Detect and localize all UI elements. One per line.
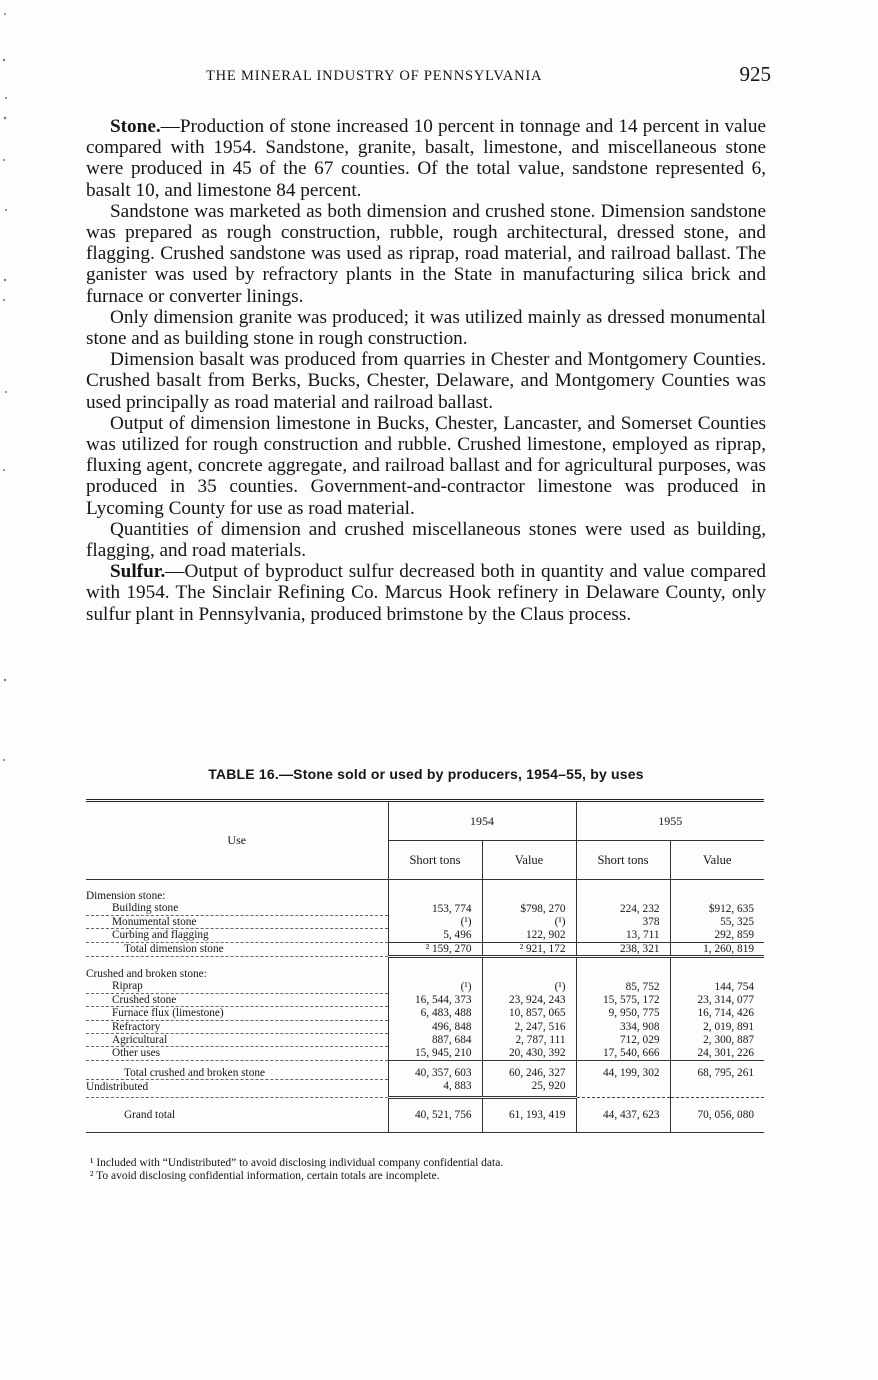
scan-speck bbox=[3, 299, 5, 301]
paragraph-lead: Stone. bbox=[110, 116, 161, 137]
cell-tons-1954: 4, 883 bbox=[388, 1080, 482, 1098]
paragraph-stone bbox=[86, 116, 766, 201]
table-row bbox=[86, 1034, 764, 1047]
cell-tons-1955: 85, 752 bbox=[576, 980, 670, 993]
cell-tons-1954: 887, 684 bbox=[388, 1034, 482, 1047]
running-title: THE MINERAL INDUSTRY OF PENNSYLVANIA bbox=[206, 68, 543, 84]
cell-tons-1955 bbox=[576, 1080, 670, 1098]
cell-value-1954: 60, 246, 327 bbox=[482, 1060, 576, 1079]
cell-tons-1955: 238, 321 bbox=[576, 942, 670, 956]
cell-tons-1955: 44, 199, 302 bbox=[576, 1060, 670, 1079]
cell-tons-1954: 16, 544, 373 bbox=[388, 993, 482, 1006]
table-title: TABLE 16.—Stone sold or used by producers, 1954–55, by uses bbox=[208, 766, 644, 782]
cell-tons-1955: 13, 711 bbox=[576, 929, 670, 942]
table-row bbox=[86, 980, 764, 993]
column-header-short-tons: Short tons bbox=[388, 841, 482, 880]
cell-tons-1954: 40, 357, 603 bbox=[388, 1060, 482, 1079]
paragraph-text: Dimension basalt was produced from quarries in Chester and Montgomery Counties. Crushed basalt from Berks, Bucks, Chester, Delaware, and Montgomery Counties was used principally as road material and railroad ballast. bbox=[86, 349, 766, 413]
cell-tons-1955: 15, 575, 172 bbox=[576, 993, 670, 1006]
cell-tons-1955: 334, 908 bbox=[576, 1020, 670, 1033]
cell-value-1954: $798, 270 bbox=[482, 902, 576, 915]
column-header-1954: 1954 bbox=[388, 801, 576, 841]
cell-value-1955: 2, 300, 887 bbox=[670, 1034, 764, 1047]
cell-tons-1954: 5, 496 bbox=[388, 929, 482, 942]
paragraph-text: Sandstone was marketed as both dimension and crushed stone. Dimension sandstone was prepared as rough construction, rubble, rough architectural, dressed stone, and flagging. Crushed sandstone was used as riprap, road material, and railroad ballast. The ganister was used by refractory plants in the State in manufacturing silica brick and furnace or converter linings. bbox=[86, 200, 766, 307]
table-row bbox=[86, 1047, 764, 1060]
row-label: Undistributed bbox=[86, 1080, 149, 1093]
table-row bbox=[86, 929, 764, 942]
section-label: Dimension stone: bbox=[86, 890, 166, 902]
cell-value-1954: ² 921, 172 bbox=[482, 942, 576, 956]
body-text bbox=[86, 116, 766, 625]
cell-value-1954: (¹) bbox=[482, 980, 576, 993]
footnote: ¹ Included with “Undistributed” to avoid disclosing individual company confidential data. bbox=[90, 1157, 504, 1169]
row-label: Agricultural bbox=[112, 1034, 168, 1047]
scan-speck bbox=[3, 469, 5, 471]
cell-tons-1955: 44, 437, 623 bbox=[576, 1098, 670, 1132]
cell-tons-1954: 153, 774 bbox=[388, 902, 482, 915]
table-row-total bbox=[86, 942, 764, 956]
cell-value-1954: 20, 430, 392 bbox=[482, 1047, 576, 1060]
cell-value-1954: 61, 193, 419 bbox=[482, 1098, 576, 1132]
cell-tons-1954: 496, 848 bbox=[388, 1020, 482, 1033]
row-label: Other uses bbox=[112, 1047, 161, 1060]
cell-value-1954: (¹) bbox=[482, 915, 576, 928]
cell-value-1955: 1, 260, 819 bbox=[670, 942, 764, 956]
cell-tons-1954: (¹) bbox=[388, 915, 482, 928]
cell-tons-1955: 378 bbox=[576, 915, 670, 928]
column-header-value: Value bbox=[482, 841, 576, 880]
cell-value-1955: 68, 795, 261 bbox=[670, 1060, 764, 1079]
row-label: Crushed stone bbox=[112, 993, 177, 1006]
cell-tons-1954: 6, 483, 488 bbox=[388, 1007, 482, 1020]
table-row bbox=[86, 1080, 764, 1098]
paragraph-sandstone bbox=[86, 201, 766, 307]
cell-tons-1954: 15, 945, 210 bbox=[388, 1047, 482, 1060]
paragraph-granite bbox=[86, 307, 766, 349]
scan-speck bbox=[4, 279, 6, 281]
table-row bbox=[86, 915, 764, 928]
column-header-1955: 1955 bbox=[576, 801, 764, 841]
row-label: Monumental stone bbox=[112, 915, 197, 928]
scan-speck bbox=[5, 209, 7, 211]
row-label: Total crushed and broken stone bbox=[124, 1066, 266, 1079]
cell-tons-1955: 17, 540, 666 bbox=[576, 1047, 670, 1060]
row-label: Refractory bbox=[112, 1020, 161, 1033]
row-label: Riprap bbox=[112, 980, 143, 993]
scan-margin-marks bbox=[0, 0, 14, 1380]
cell-value-1955: 24, 301, 226 bbox=[670, 1047, 764, 1060]
cell-tons-1954: ² 159, 270 bbox=[388, 942, 482, 956]
paragraph-limestone bbox=[86, 413, 766, 519]
cell-value-1955: 23, 314, 077 bbox=[670, 993, 764, 1006]
table-row-grand-total bbox=[86, 1098, 764, 1132]
section-label: Crushed and broken stone: bbox=[86, 968, 207, 981]
cell-value-1954: 25, 920 bbox=[482, 1080, 576, 1098]
scan-speck bbox=[4, 679, 6, 681]
row-label: Building stone bbox=[112, 902, 179, 915]
column-header-use: Use bbox=[86, 801, 388, 880]
cell-value-1954: 23, 924, 243 bbox=[482, 993, 576, 1006]
row-label: Grand total bbox=[124, 1108, 176, 1121]
scan-speck bbox=[3, 759, 5, 761]
page-number: 925 bbox=[739, 62, 771, 86]
cell-value-1954: 10, 857, 065 bbox=[482, 1007, 576, 1020]
cell-value-1955: 2, 019, 891 bbox=[670, 1020, 764, 1033]
scan-speck bbox=[5, 391, 7, 393]
scan-speck bbox=[4, 117, 7, 120]
paragraph-text: Quantities of dimension and crushed miscellaneous stones were used as building, flagging, and road materials. bbox=[86, 518, 766, 562]
cell-tons-1954: 40, 521, 756 bbox=[388, 1098, 482, 1132]
paragraph-basalt bbox=[86, 349, 766, 413]
table-row bbox=[86, 1020, 764, 1033]
scan-speck bbox=[3, 59, 5, 61]
scan-speck bbox=[5, 97, 7, 99]
paragraph-text: Output of dimension limestone in Bucks, Chester, Lancaster, and Somerset Counties was utilized for rough construction and rubble. Crushed limestone, employed as riprap, fluxing agent, concrete aggregate, and railroad ballast and for agricultural purposes, was produced in 35 counties. Government-and-contractor limestone was produced in Lycoming County for use as road material. bbox=[86, 412, 766, 519]
paragraph-lead: Sulfur. bbox=[110, 561, 166, 583]
paragraph-text: —Output of byproduct sulfur decreased both in quantity and value compared with 1954. The Sinclair Refining Co. Marcus Hook refinery in Delaware County, only sulfur plant in Pennsylvania, produced brimstone by the Claus process. bbox=[86, 561, 766, 625]
section-heading-dimension bbox=[86, 890, 764, 902]
section-heading-crushed bbox=[86, 968, 764, 980]
scan-speck bbox=[3, 159, 5, 161]
cell-value-1955: 144, 754 bbox=[670, 980, 764, 993]
table-row bbox=[86, 1007, 764, 1020]
row-label: Curbing and flagging bbox=[112, 929, 209, 942]
cell-tons-1954: (¹) bbox=[388, 980, 482, 993]
paragraph-text: —Production of stone increased 10 percent in tonnage and 14 percent in value compared with 1954. Sandstone, granite, basalt, limestone, and miscellaneous stone were produced in 45 of the 67 counties. Of the total value, sandstone represented 6, basalt 10, and limestone 84 percent. bbox=[86, 116, 766, 201]
row-label: Total dimension stone bbox=[124, 943, 224, 956]
table-row bbox=[86, 902, 764, 915]
cell-value-1955: 292, 859 bbox=[670, 929, 764, 942]
cell-tons-1955: 712, 029 bbox=[576, 1034, 670, 1047]
row-label: Furnace flux (limestone) bbox=[112, 1007, 224, 1020]
table-row-total bbox=[86, 1060, 764, 1079]
table-header-years bbox=[86, 801, 764, 841]
table-row bbox=[86, 993, 764, 1006]
stone-table bbox=[86, 799, 764, 1133]
footnotes bbox=[86, 1157, 766, 1183]
running-header bbox=[86, 62, 771, 86]
scan-speck bbox=[4, 13, 6, 15]
cell-value-1954: 122, 902 bbox=[482, 929, 576, 942]
cell-value-1955: 16, 714, 426 bbox=[670, 1007, 764, 1020]
cell-tons-1955: 224, 232 bbox=[576, 902, 670, 915]
cell-value-1955: 55, 325 bbox=[670, 915, 764, 928]
cell-value-1955: $912, 635 bbox=[670, 902, 764, 915]
cell-value-1955: 70, 056, 080 bbox=[670, 1098, 764, 1132]
footnote: ² To avoid disclosing confidential information, certain totals are incomplete. bbox=[90, 1170, 440, 1182]
paragraph-sulfur bbox=[86, 561, 766, 625]
cell-value-1955 bbox=[670, 1080, 764, 1098]
column-header-value: Value bbox=[670, 841, 764, 880]
cell-tons-1955: 9, 950, 775 bbox=[576, 1007, 670, 1020]
paragraph-miscellaneous bbox=[86, 519, 766, 561]
cell-value-1954: 2, 787, 111 bbox=[482, 1034, 576, 1047]
column-header-short-tons: Short tons bbox=[576, 841, 670, 880]
paragraph-text: Only dimension granite was produced; it was utilized mainly as dressed monumental stone and as building stone in rough construction. bbox=[86, 306, 766, 350]
cell-value-1954: 2, 247, 516 bbox=[482, 1020, 576, 1033]
